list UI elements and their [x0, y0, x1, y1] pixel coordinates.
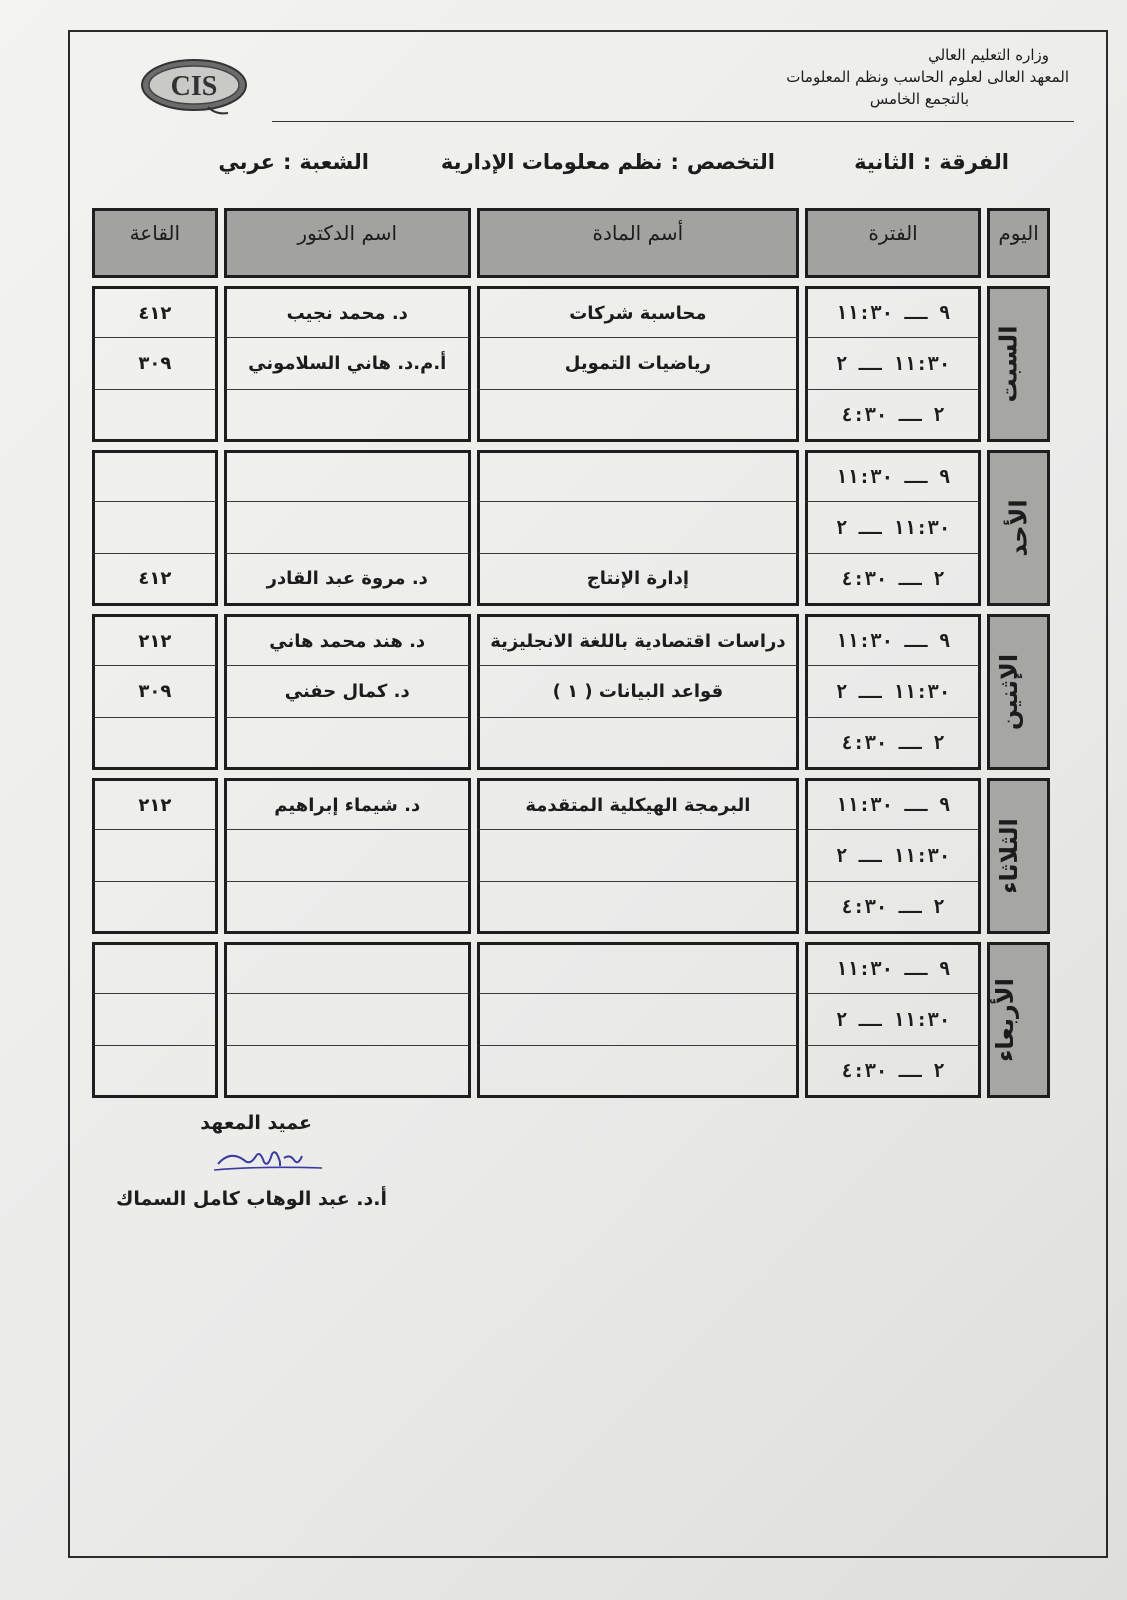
schedule-row: [92, 718, 1050, 770]
period-cell: ١١:٣٠ ــ ٢: [805, 666, 981, 718]
schedule-body: [92, 278, 1050, 1098]
doctor-cell: د. كمال حفني: [224, 666, 471, 718]
period-cell: ٩ ــ ١١:٣٠: [805, 286, 981, 338]
schedule-row: [92, 338, 1050, 390]
doctor-cell: [224, 942, 471, 994]
doctor-cell: [224, 718, 471, 770]
ministry-name: وزاره التعليم العالي: [928, 46, 1049, 64]
doctor-cell: د. شيماء إبراهيم: [224, 778, 471, 830]
header-period: الفترة: [805, 208, 981, 278]
schedule-row: [92, 614, 1050, 666]
room-cell: ٣٠٩: [92, 338, 218, 390]
spacer-cell: [92, 442, 1050, 450]
period-cell: ١١:٣٠ ــ ٢: [805, 338, 981, 390]
schedule-row: [92, 450, 1050, 502]
course-cell: [477, 994, 799, 1046]
institution-header: [769, 44, 1069, 110]
period-cell: ١١:٣٠ ــ ٢: [805, 502, 981, 554]
specialization-label: التخصص: [686, 150, 775, 174]
day-cell: [987, 286, 1050, 442]
room-cell: [92, 502, 218, 554]
spacer-cell: [92, 278, 1050, 286]
room-cell: [92, 994, 218, 1046]
day-cell: [987, 450, 1050, 606]
schedule-row: [92, 1046, 1050, 1098]
room-cell: ٢١٢: [92, 614, 218, 666]
day-cell: [987, 778, 1050, 934]
room-cell: ٤١٢: [92, 554, 218, 606]
specialization-separator: :: [670, 150, 679, 174]
spacer-cell: [92, 770, 1050, 778]
dean-name: أ.د. عبد الوهاب كامل السماك: [115, 1188, 387, 1210]
period-cell: ٢ ــ ٤:٣٠: [805, 718, 981, 770]
period-cell: ٢ ــ ٤:٣٠: [805, 882, 981, 934]
header-room: القاعة: [92, 208, 218, 278]
period-cell: ٩ ــ ١١:٣٠: [805, 450, 981, 502]
period-cell: ٩ ــ ١١:٣٠: [805, 778, 981, 830]
day-spacer: [92, 770, 1050, 778]
room-cell: [92, 390, 218, 442]
branch-label: الشعبة: [299, 150, 369, 174]
doctor-cell: [224, 994, 471, 1046]
level-separator: :: [922, 150, 932, 174]
dean-title: عميد المعهد: [200, 1112, 312, 1134]
doctor-cell: [224, 830, 471, 882]
room-cell: [92, 1046, 218, 1098]
day-cell: [987, 614, 1050, 770]
period-cell: ٢ ــ ٤:٣٠: [805, 390, 981, 442]
branch-info: [218, 150, 369, 184]
room-cell: [92, 450, 218, 502]
schedule-row: [92, 286, 1050, 338]
room-cell: [92, 830, 218, 882]
day-name: الأربعاء: [991, 978, 1020, 1062]
course-cell: [477, 1046, 799, 1098]
level-label: الفرقة: [939, 150, 1009, 174]
course-cell: إدارة الإنتاج: [477, 554, 799, 606]
period-cell: ٢ ــ ٤:٣٠: [805, 1046, 981, 1098]
period-cell: ١١:٣٠ ــ ٢: [805, 994, 981, 1046]
spacer-cell: [92, 606, 1050, 614]
doctor-cell: أ.م.د. هاني السلاموني: [224, 338, 471, 390]
institute-logo: [138, 55, 250, 117]
specialization-value: نظم معلومات الإدارية: [440, 150, 663, 174]
schedule-row: [92, 666, 1050, 718]
schedule-row: [92, 942, 1050, 994]
room-cell: ٣٠٩: [92, 666, 218, 718]
header-course: أسم المادة: [477, 208, 799, 278]
day-spacer: [92, 442, 1050, 450]
course-cell: [477, 390, 799, 442]
header-divider: [272, 121, 1074, 122]
schedule-row: [92, 390, 1050, 442]
doctor-cell: د. مروة عبد القادر: [224, 554, 471, 606]
room-cell: ٤١٢: [92, 286, 218, 338]
course-cell: [477, 718, 799, 770]
course-cell: [477, 450, 799, 502]
doctor-cell: [224, 882, 471, 934]
header-day: اليوم: [987, 208, 1050, 278]
institute-name: المعهد العالى لعلوم الحاسب ونظم المعلومات: [786, 68, 1069, 86]
day-spacer: [92, 934, 1050, 942]
schedule-row: [92, 778, 1050, 830]
course-cell: [477, 830, 799, 882]
doctor-cell: د. محمد نجيب: [224, 286, 471, 338]
day-name: السبت: [994, 325, 1023, 403]
course-cell: محاسبة شركات: [477, 286, 799, 338]
period-cell: ٢ ــ ٤:٣٠: [805, 554, 981, 606]
period-cell: ٩ ــ ١١:٣٠: [805, 614, 981, 666]
period-cell: ٩ ــ ١١:٣٠: [805, 942, 981, 994]
course-cell: [477, 882, 799, 934]
institute-location: بالتجمع الخامس: [869, 90, 969, 108]
schedule-row: [92, 502, 1050, 554]
level-info: [854, 150, 1009, 184]
specialization-info: [441, 150, 775, 184]
course-cell: البرمجة الهيكلية المتقدمة: [477, 778, 799, 830]
branch-value: عربي: [218, 150, 275, 174]
day-spacer: [92, 606, 1050, 614]
doctor-cell: [224, 1046, 471, 1098]
room-cell: ٢١٢: [92, 778, 218, 830]
day-name: الإثنين: [994, 653, 1023, 731]
svg-text:CIS: CIS: [170, 71, 218, 102]
period-cell: ١١:٣٠ ــ ٢: [805, 830, 981, 882]
day-cell: [987, 942, 1050, 1098]
room-cell: [92, 882, 218, 934]
spacer-cell: [92, 934, 1050, 942]
level-value: الثانية: [854, 150, 915, 174]
branch-separator: :: [282, 150, 292, 174]
room-cell: [92, 718, 218, 770]
doctor-cell: [224, 450, 471, 502]
doctor-cell: د. هند محمد هاني: [224, 614, 471, 666]
day-name: الثلاثاء: [995, 818, 1024, 894]
course-cell: رياضيات التمويل: [477, 338, 799, 390]
course-cell: قواعد البيانات ( ١ ): [477, 666, 799, 718]
schedule-row: [92, 554, 1050, 606]
course-cell: [477, 502, 799, 554]
course-cell: دراسات اقتصادية باللغة الانجليزية: [477, 614, 799, 666]
doctor-cell: [224, 502, 471, 554]
day-name: الأحد: [1004, 499, 1033, 557]
schedule-table: [86, 208, 1056, 1098]
schedule-row: [92, 830, 1050, 882]
dean-signature: [210, 1140, 330, 1176]
schedule-row: [92, 994, 1050, 1046]
doctor-cell: [224, 390, 471, 442]
room-cell: [92, 942, 218, 994]
header-doctor: اسم الدكتور: [224, 208, 471, 278]
schedule-row: [92, 882, 1050, 934]
course-cell: [477, 942, 799, 994]
day-spacer: [92, 278, 1050, 286]
